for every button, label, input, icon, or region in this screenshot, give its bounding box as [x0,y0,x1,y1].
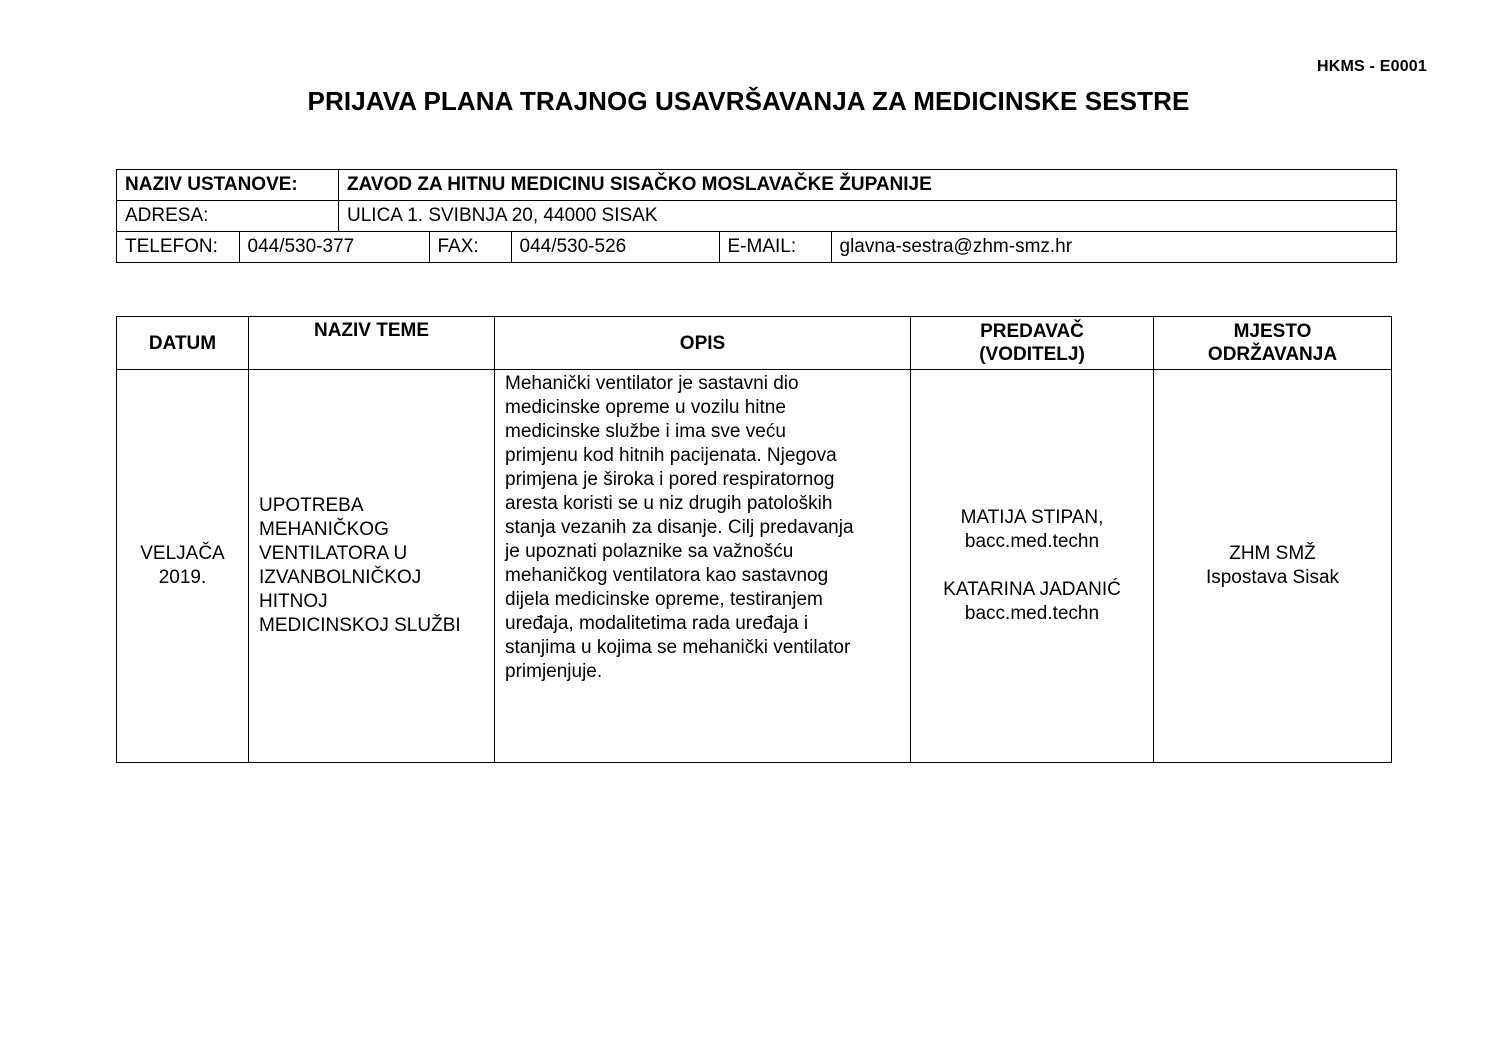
description-line: primjenjuje. [505,661,603,682]
row-topic [249,370,495,763]
lecturer2-title: bacc.med.techn [964,603,1100,624]
plan-header-row [117,317,1392,370]
description-line: stanja vezanih za disanje. Cilj predavanja [505,517,854,538]
description-line: aresta koristi se u niz drugih patoloških [505,493,833,514]
place-line2: Ispostava Sisak [1205,567,1340,588]
lecturer1-name: MATIJA STIPAN, [960,507,1104,528]
fax-label: FAX: [429,232,511,262]
header-place-line2: ODRŽAVANJA [1207,344,1338,365]
topic-line: MEDICINSKOJ SLUŽBI [259,615,461,636]
row-place [1154,370,1392,763]
description-line: primjenu kod hitnih pacijenata. Njegova [505,445,837,466]
header-place-line1: MJESTO [1233,321,1312,342]
topic-line: HITNOJ [259,591,328,612]
place-line1: ZHM SMŽ [1229,543,1316,564]
document-code: HKMS - E0001 [1317,58,1427,75]
email-value: glavna-sestra@zhm-smz.hr [839,236,1073,257]
lecturer2-name: KATARINA JADANIĆ [943,579,1121,600]
header-lecturer-line2: (VODITELJ) [979,344,1085,365]
institution-name-row [117,170,1397,201]
topic-line: UPOTREBA [259,495,364,516]
plan-table [116,316,1392,763]
email-label: E-MAIL: [719,232,831,262]
topic-line: VENTILATORA U [259,543,408,564]
row-date [117,370,249,763]
description-line: medicinske opreme u vozilu hitne [505,397,786,418]
contact-table [117,232,1396,262]
row-lecturer [911,370,1154,763]
row-date-line1: VELJAČA [140,543,225,564]
institution-address-label: ADRESA: [117,201,339,232]
institution-address-row [117,201,1397,232]
topic-line: MEHANIČKOG [259,519,389,540]
description-line: medicinske službe i ima sve veću [505,421,786,442]
header-lecturer [911,317,1154,370]
description-line: primjena je široka i pored respiratornog [505,469,835,490]
description-line: stanjima u kojima se mehanički ventilator [505,637,851,658]
table-row [117,370,1392,763]
row-date-line2: 2019. [158,567,207,588]
topic-line: IZVANBOLNIČKOJ [259,567,422,588]
lecturer1-title: bacc.med.techn [964,531,1100,552]
description-line: Mehanički ventilator je sastavni dio [505,373,799,394]
header-lecturer-line1: PREDAVAČ [980,321,1084,342]
header-topic: NAZIV TEME [249,317,495,370]
description-line: mehaničkog ventilatora kao sastavnog [505,565,829,586]
description-line: je upoznati polaznike sa važnošću [505,541,794,562]
header-place [1154,317,1392,370]
document-title: PRIJAVA PLANA TRAJNOG USAVRŠAVANJA ZA MEDICINSKE SESTRE [307,86,1190,116]
header-date: DATUM [117,317,249,370]
institution-address-value: ULICA 1. SVIBNJA 20, 44000 SISAK [339,201,1397,232]
row-description [495,370,911,763]
phone-value: 044/530-377 [239,232,429,262]
fax-value: 044/530-526 [511,232,719,262]
phone-label: TELEFON: [117,232,239,262]
institution-contact-row [117,232,1397,263]
institution-name-label: NAZIV USTANOVE: [117,170,339,201]
institution-name-value: ZAVOD ZA HITNU MEDICINU SISAČKO MOSLAVAČKE ŽUPANIJE [339,170,1397,201]
description-line: dijela medicinske opreme, testiranjem [505,589,823,610]
header-description: OPIS [495,317,911,370]
description-line: uređaja, modalitetima rada uređaja i [505,613,809,634]
institution-table [116,169,1397,263]
contact-cell [117,232,1397,263]
